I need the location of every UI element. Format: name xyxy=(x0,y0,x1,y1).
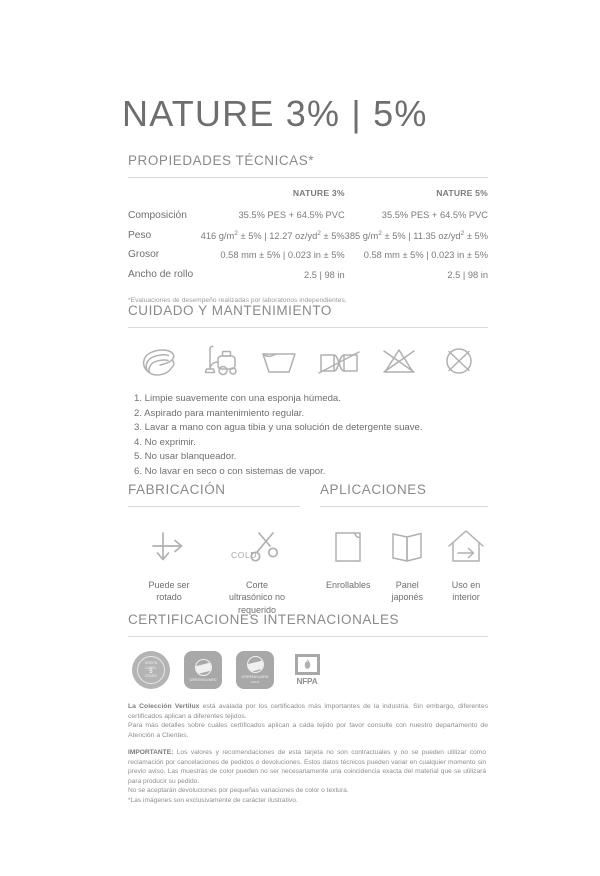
page-title: NATURE 3% | 5% xyxy=(122,93,428,134)
application-item-japanese-panel xyxy=(387,523,428,604)
table-row xyxy=(128,205,488,225)
table-row xyxy=(128,265,488,285)
technical-properties-section xyxy=(128,153,488,304)
column-header-property xyxy=(128,184,201,205)
legal-label: IMPORTANTE: xyxy=(128,749,174,756)
legal-main-paragraph xyxy=(128,748,486,786)
legal-body: Los valores y recomendaciones de esta tarjeta no son contractuales y no se pueden utilizar como reclamación por cancelaciones de pedidos o devoluciones. Estos datos técnicos pueden variar en cualquier momento sin previo aviso. Las muestras de color pueden no ser necesariamente una coincidencia exacta del material que se utilizará para producir su pedido. xyxy=(128,749,486,785)
row-label: Composición xyxy=(128,209,187,221)
japanese-panel-icon xyxy=(387,523,427,569)
scissors-cold-icon xyxy=(229,523,285,569)
no-dryclean-icon xyxy=(436,342,482,380)
fabrication-item-rotation xyxy=(136,523,202,616)
certifications-section xyxy=(128,612,488,740)
row-value-nature-3: 35.5% PES + 64.5% PVC xyxy=(238,210,345,221)
legal-line3: *Las imágenes son exclusivamente de carácter ilustrativo. xyxy=(128,796,298,804)
green-seal-badge xyxy=(132,651,170,689)
nfpa-flame-icon xyxy=(295,654,320,675)
technical-properties-table xyxy=(128,184,488,285)
fabrication-section xyxy=(128,482,300,616)
table-row xyxy=(128,245,488,265)
care-icon-row xyxy=(128,328,488,380)
application-caption: Panel japonés xyxy=(391,580,424,603)
row-value-nature-5: 0.58 mm ± 5% | 0.023 in ± 5% xyxy=(363,249,488,260)
nfpa-label: NFPA xyxy=(296,677,318,686)
fabrication-heading: FABRICACIÓN xyxy=(128,482,226,497)
row-value-nature-3: 416 $g/m^2 \pm 5\%$ | 12.27 $oz/yd^2 \pm 5\%$ xyxy=(200,229,345,241)
svg-text:COLD: COLD xyxy=(231,550,258,560)
row-label: Ancho de rollo xyxy=(128,269,194,281)
fabrication-icon-row xyxy=(128,507,300,616)
greenguard-label: GREENGUARD xyxy=(189,677,217,682)
row-value-nature-3: 2.5 | 98 in xyxy=(304,269,345,280)
application-caption: Uso en interior xyxy=(451,580,481,603)
row-value-nature-5: 2.5 | 98 in xyxy=(447,269,488,280)
roller-shade-icon xyxy=(328,523,368,569)
table-header-row xyxy=(128,184,488,205)
row-value-nature-5: 385 $g/m^2 \pm 5\%$ | 11.35 $oz/yd^2 \pm 5\%$ xyxy=(344,229,488,241)
nfpa-badge xyxy=(288,651,326,689)
green-seal-line3: 5 xyxy=(149,669,153,675)
no-wring-icon xyxy=(316,342,362,380)
care-instruction-item: 4. No exprimir. xyxy=(134,436,196,448)
wash-tub-icon xyxy=(256,342,302,380)
certifications-note-rest: está avalada por los certificados más importantes de la industria. Sin embargo, diferentes certificados aplican a diferentes tejidos. xyxy=(128,703,489,720)
vacuum-icon xyxy=(196,342,242,380)
legal-line2: No se aceptarán devoluciones por pequeñas variaciones de color o textura. xyxy=(128,787,349,794)
row-label: Peso xyxy=(128,229,152,241)
care-heading: CUIDADO Y MANTENIMIENTO xyxy=(128,303,332,318)
green-seal-line2: LABEL xyxy=(145,665,157,670)
greenguard-gold-badge xyxy=(236,651,274,689)
certifications-note-brand: La Colección Vertilux xyxy=(128,703,200,710)
column-header-nature-5: NATURE 5% xyxy=(436,188,488,199)
table-body xyxy=(128,205,488,284)
care-section xyxy=(128,303,488,480)
legal-disclaimer-section xyxy=(128,748,486,805)
care-instruction-item: 3. Lavar a mano con agua tibia y una solución de detergente suave. xyxy=(134,422,423,434)
rotation-arrow-icon xyxy=(147,523,191,569)
fabrication-caption: Puede ser rotado xyxy=(148,580,190,603)
interior-house-icon xyxy=(444,523,488,569)
greenguard-gold-sub: GOLD xyxy=(250,680,260,684)
no-bleach-icon xyxy=(376,342,422,380)
certification-badge-row xyxy=(128,637,488,689)
care-instruction-item: 1. Limpie suavemente con una esponja húmeda. xyxy=(134,393,341,404)
green-seal-line4: STARS xyxy=(145,674,157,679)
table-row xyxy=(128,225,488,245)
certifications-heading: CERTIFICACIONES INTERNACIONALES xyxy=(128,612,400,627)
green-seal-line1: GREEN xyxy=(144,661,158,666)
care-instruction-item: 6. No lavar en seco o con sistemas de vapor. xyxy=(134,465,326,477)
greenguard-gold-mark-icon xyxy=(247,656,264,673)
greenguard-badge xyxy=(184,651,222,689)
application-item-interior xyxy=(444,523,488,604)
row-label: Grosor xyxy=(128,249,160,261)
certifications-note-line2: Para más detalles sobre cuáles certificados aplican a cada tejido por favor consulte con nuestro departamento de Atención a Clientes. xyxy=(128,722,488,739)
applications-heading: APLICACIONES xyxy=(320,482,427,497)
fabrication-caption: Corte ultrasónico no requerido xyxy=(228,580,286,615)
certifications-note xyxy=(128,702,488,740)
care-instruction-list xyxy=(128,392,488,480)
column-header-nature-3: NATURE 3% xyxy=(292,188,345,199)
technical-properties-footnote: *Evaluaciones de desempeño realizadas por laboratorios independientes. xyxy=(128,296,347,304)
divider xyxy=(128,177,488,178)
application-caption: Enrollables xyxy=(326,580,371,590)
applications-icon-row xyxy=(320,507,488,604)
technical-properties-heading: PROPIEDADES TÉCNICAS* xyxy=(128,153,315,168)
fabrication-item-ultrasonic-cut xyxy=(224,523,290,616)
row-value-nature-3: 0.58 mm ± 5% | 0.023 in ± 5% xyxy=(220,249,345,260)
greenguard-gold-label: GREENGUARD xyxy=(241,675,269,679)
application-item-roller xyxy=(326,523,371,604)
applications-section xyxy=(320,482,488,604)
greenguard-mark-icon xyxy=(195,659,212,676)
row-value-nature-5: 35.5% PES + 64.5% PVC xyxy=(381,210,488,221)
hand-wipe-icon xyxy=(136,342,182,380)
care-instruction-item: 2. Aspirado para mantenimiento regular. xyxy=(134,407,305,419)
care-instruction-item: 5. No usar blanqueador. xyxy=(134,451,237,463)
